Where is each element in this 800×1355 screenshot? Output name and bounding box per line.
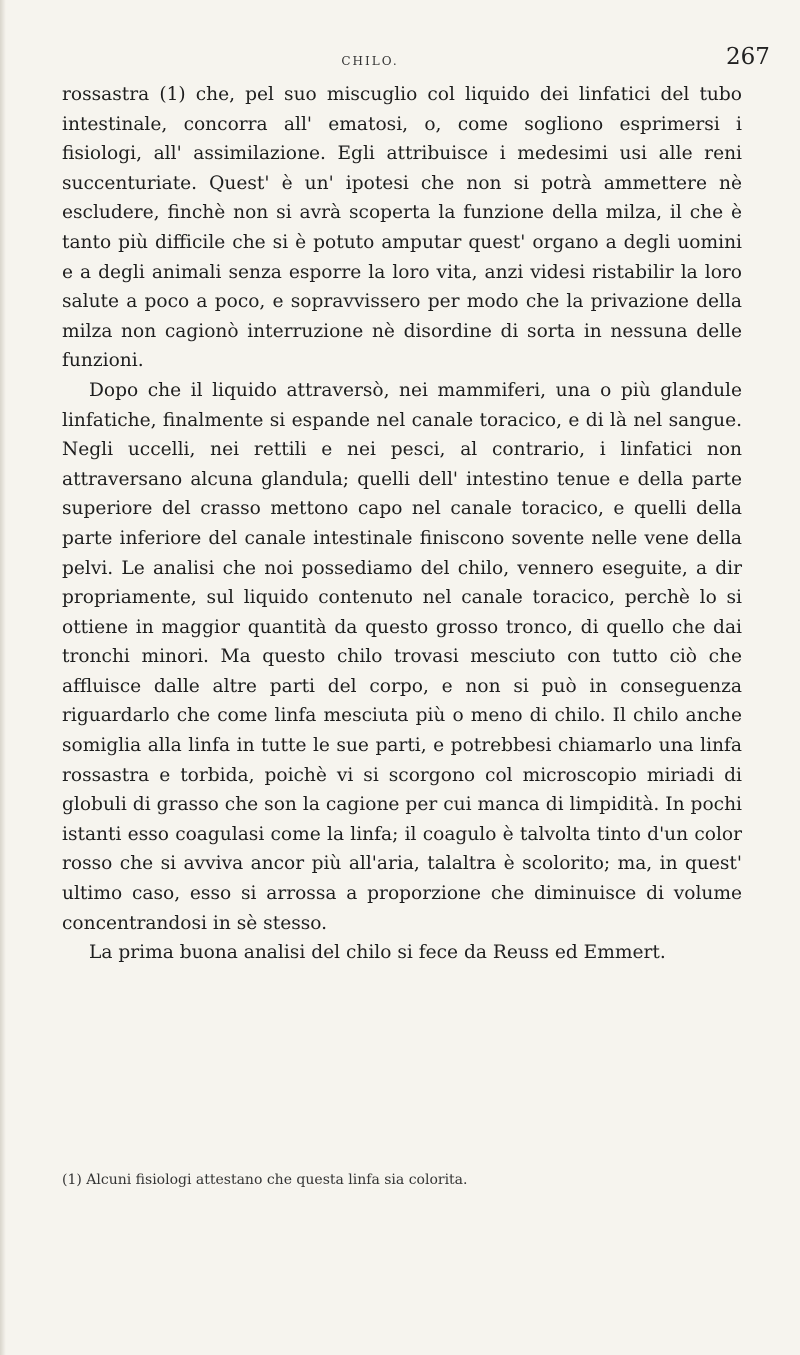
page-number: 267 bbox=[726, 44, 770, 70]
paragraph-2: Dopo che il liquido attraversò, nei mammiferi, una o più glandule linfatiche, finalmente si espande nel canale toracico, e di là nel sangue. Negli uccelli, nei rettili e nei pesci, al contrario, i linfatici non attraversano alcuna glandula; quelli dell' intestino tenue e della parte superiore del crasso mettono capo nel canale toracico, e quelli della parte inferiore del canale intestinale finiscono sovente nelle vene della pelvi. Le analisi che noi possediamo del chilo, vennero eseguite, a dir propriamente, sul liquido contenuto nel canale toracico, perchè lo si ottiene in maggior quantità da questo grosso tronco, di quello che dai tronchi minori. Ma questo chilo trovasi mesciuto con tutto ciò che affluisce dalle altre parti del corpo, e non si può in conseguenza riguardarlo che come linfa mesciuta più o meno di chilo. Il chilo anche somiglia alla linfa in tutte le sue parti, e potrebbesi chiamarlo una linfa rossastra e torbida, poichè vi si scorgono col microscopio miriadi di globuli di grasso che son la cagione per cui manca di limpidità. In pochi istanti esso coagulasi come la linfa; il coagulo è talvolta tinto d'un color rosso che si avviva ancor più all'aria, talaltra è scolorito; ma, in quest' ultimo caso, esso si arrossa a proporzione che diminuisce di volume concentrandosi in sè stesso. bbox=[62, 379, 742, 934]
footnote: (1) Alcuni fisiologi attestano che questa linfa sia colorita. bbox=[62, 1172, 468, 1188]
main-text bbox=[62, 80, 742, 968]
paragraph-1: rossastra (1) che, pel suo miscuglio col liquido dei linfatici del tubo intestinale, concorra all' ematosi, o, come sogliono esprimersi i fisiologi, all' assimilazione. Egli attribuisce i medesimi usi alle reni succenturiate. Quest' è un' ipotesi che non si potrà ammettere nè escludere, finchè non si avrà scoperta la funzione della milza, il che è tanto più difficile che si è potuto amputar quest' organo a degli uomini e a degli animali senza esporre la loro vita, anzi videsi ristabilir la loro salute a poco a poco, e sopravvissero per modo che la privazione della milza non cagionò interruzione nè disordine di sorta in nessuna delle funzioni. bbox=[62, 84, 742, 372]
page-gutter-edge bbox=[0, 0, 6, 1355]
paragraph-3: La prima buona analisi del chilo si fece da Reuss ed Emmert. bbox=[89, 942, 666, 964]
running-title: CHILO. bbox=[341, 54, 399, 68]
